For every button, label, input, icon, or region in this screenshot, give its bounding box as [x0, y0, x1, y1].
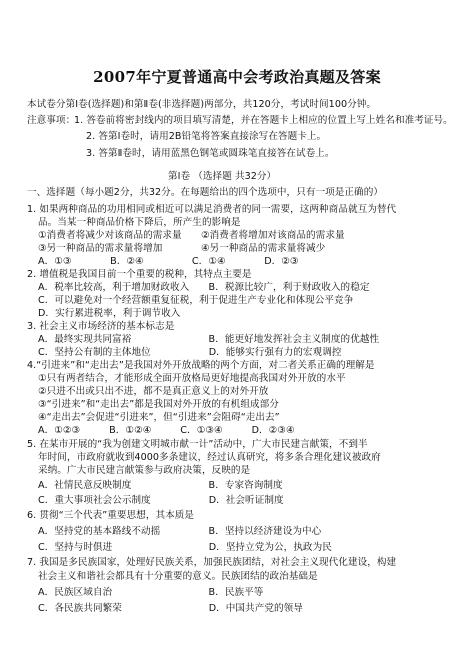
question-text: 品。当某一种商品价格下降后，所产生的影响是: [38, 217, 241, 228]
answer-options: A．①③ B．②④ C．①④ D．②③: [38, 256, 299, 267]
answer-option: C．可以避免对一个经营额重复征税，利于促进生产专业化和体现公平竞争: [38, 295, 354, 306]
note-item: 1. 答卷前将密封线内的项目填写清楚，并在答题卡上相应的位置上写上姓名和准考证号。: [74, 115, 453, 126]
answer-options: A．税率比较高，利于增加财政收入 B．税源比较广，利于财政收入的稳定: [38, 282, 370, 293]
answer-options: C．坚持公有制的主体地位 D．能够实行强有力的宏观调控: [38, 347, 342, 358]
question-text: 4.“引进来”和“走出去”是我国对外开放战略的两个方面，对二者关系正确的理解是: [27, 360, 375, 371]
question-text: 6. 贯彻“三个代表”重要思想，其本质是: [27, 510, 195, 521]
question-text: 社会主义和谐社会都具有十分重要的意义。民族团结的政治基础是: [38, 571, 318, 582]
answer-options: A．坚持党的基本路线不动摇 B．坚持以经济建设为中心: [38, 526, 322, 537]
answer-options: C．各民族共同繁荣 D．中国共产党的领导: [38, 603, 303, 614]
answer-options: A．最终实现共同富裕 B．能更好地发挥社会主义制度的优越性: [38, 334, 380, 345]
answer-option: D．实行累进税率，利于调节收入: [38, 308, 181, 319]
answer-options: A．①②③ B．①②④ C．①③④ D．②③④: [38, 425, 295, 436]
note-item: 2. 答第Ⅰ卷时，请用2B铅笔将答案直接涂写在答题卡上。: [86, 131, 327, 142]
question-text: 采纳。广大市民建言献策参与政府决策，反映的是: [38, 465, 251, 476]
question-statement: ③“引进来”和“走出去”都是我国对外开放的有机组成部分: [38, 399, 279, 410]
section-instructions: 一、选择题（每小题2分，共32分。在每题给出的四个选项中，只有一项是正确的）: [27, 187, 383, 198]
question-statement: ③另一种商品的需求量将增加 ④另一种商品的需求量将减少: [38, 243, 326, 254]
answer-options: A．社情民意反映制度 B．专家咨询制度: [38, 480, 283, 491]
question-statement: ②只进不出或只出不进，都不是真正意义上的对外开放: [38, 386, 269, 397]
exam-intro: 本试卷分第Ⅰ卷(选择题)和第Ⅱ卷(非选择题)两部分，共120分，考试时间100分钟。: [27, 99, 377, 110]
question-text: 3. 社会主义市场经济的基本标志是: [27, 321, 175, 332]
section-heading: 第Ⅰ卷 （选择题 共32分）: [168, 171, 277, 182]
question-statement: ①消费者将减少对该商品的需求量 ②消费者将增加对该商品的需求量: [38, 230, 345, 241]
question-text: 1. 如果两种商品的功用相同或相近可以满足消费者的同一需要，这两种商品就互为替代: [27, 204, 397, 215]
question-text: 5. 在某市开展的“我为创建文明城市献一计”活动中，广大市民建言献策，不到半: [27, 439, 368, 450]
question-statement: ④“走出去”会促进“引进来”，但“引进来”会阻碍“走出去”: [38, 412, 280, 423]
question-text: 年时间，市政府就收到4000多条建议，经过认真研究，将多条合理化建议被政府: [38, 452, 381, 463]
question-statement: ①只有两者结合，才能形成全面开放格局更好地提高我国对外开放的水平: [38, 373, 346, 384]
question-text: 2. 增值税是我国目前一个重要的税种，其特点主要是: [27, 269, 252, 280]
exam-title: 2007年宁夏普通高中会考政治真题及答案: [93, 68, 381, 86]
answer-options: A．民族区域自治 B．民族平等: [38, 587, 264, 598]
question-text: 7. 我国是多民族国家，处理好民族关系，加强民族团结，对社会主义现代化建设，构建: [27, 557, 397, 568]
answer-options: C．重大事项社会公示制度 D．社会听证制度: [38, 495, 284, 506]
notes-label: 注意事项：: [27, 115, 76, 126]
note-item: 3. 答第Ⅱ卷时，请用蓝黑色钢笔或圆珠笔直接答在试卷上。: [86, 148, 335, 159]
answer-options: C．坚持与时俱进 D．坚持立党为公，执政为民: [38, 542, 332, 553]
